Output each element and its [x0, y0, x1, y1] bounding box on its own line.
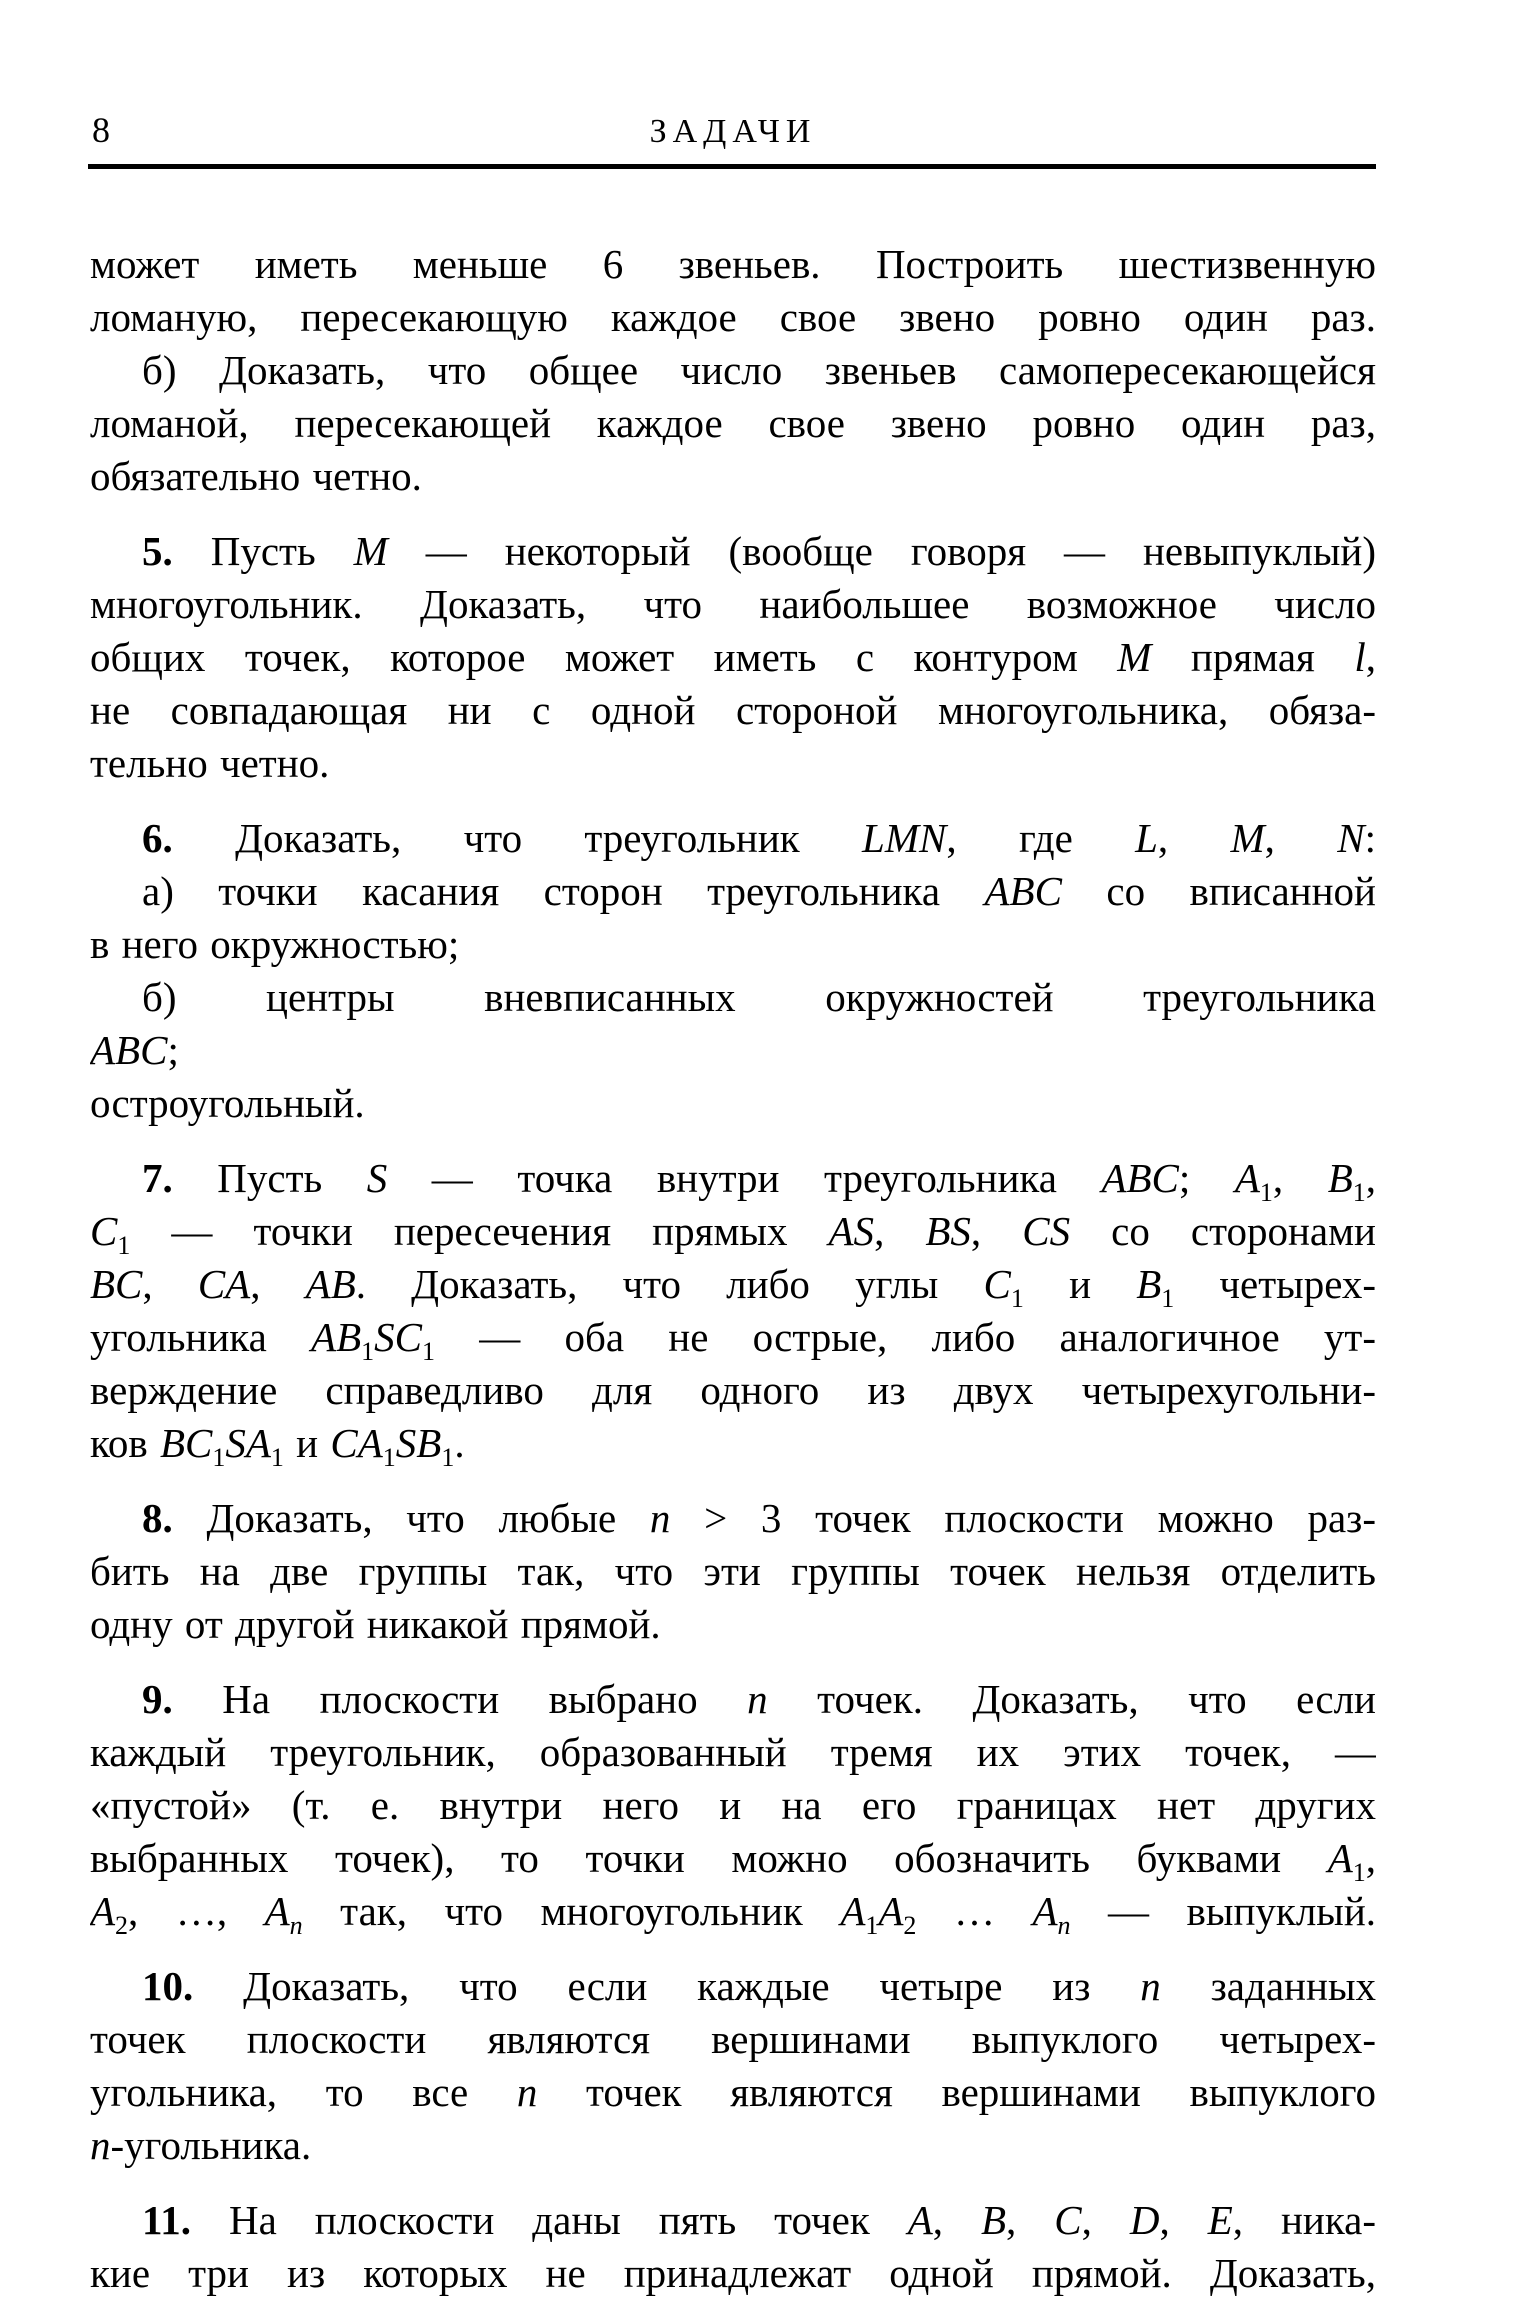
text-line [90, 238, 1376, 291]
paragraph [90, 525, 1376, 790]
math-run: AB [311, 1314, 362, 1360]
math-run: AB [305, 1261, 356, 1307]
text-run: одну от другой никакой прямой. [90, 1601, 661, 1647]
math-run: A [878, 1888, 904, 1934]
text-line [90, 918, 1376, 971]
text-line [90, 1152, 1376, 1205]
text-run: со вписанной [1061, 868, 1376, 914]
math-run: L [1135, 815, 1158, 861]
text-line [90, 1545, 1376, 1598]
math-run: n [649, 1495, 671, 1541]
text-line [90, 397, 1376, 450]
text-run: — некоторый (вообще говоря — невыпуклый) [387, 528, 1376, 574]
math-run: C [1054, 2197, 1082, 2243]
paragraph [90, 1492, 1376, 1651]
math-run: CA [197, 1261, 251, 1307]
text-line [90, 1832, 1376, 1885]
text-line [90, 1492, 1376, 1545]
math-run: BC [159, 1420, 213, 1466]
text-line [90, 525, 1376, 578]
text-run: : [1364, 815, 1376, 861]
text-line [90, 684, 1376, 737]
math-run: 1 [1010, 1284, 1024, 1311]
math-run: CA [330, 1420, 383, 1466]
math-run: M [1117, 634, 1152, 680]
math-run: SC [374, 1314, 422, 1360]
text-line [90, 1077, 1376, 1130]
paragraph [90, 1960, 1376, 2172]
text-run: общих точек, которое может иметь с контуром [90, 634, 1118, 680]
math-run: ABC [90, 1027, 168, 1073]
text-run: верждение справедливо для одного из двух четырехугольни- [90, 1367, 1376, 1413]
math-run: E [1207, 2197, 1233, 2243]
text-line [90, 450, 1376, 503]
problem-number: 7. [142, 1155, 173, 1201]
text-line [90, 1960, 1376, 2013]
paragraph [90, 1673, 1376, 1938]
page-number: 8 [92, 110, 110, 150]
text-line [90, 1258, 1376, 1311]
math-run: B [981, 2197, 1007, 2243]
text-line [90, 865, 1376, 918]
paragraph [90, 1152, 1376, 1470]
math-run: A [90, 1888, 116, 1934]
math-run: n [516, 2069, 538, 2115]
text-run: , [1272, 1155, 1328, 1201]
math-run: A [840, 1888, 866, 1934]
text-run: так, что многоугольник [302, 1888, 841, 1934]
math-run: B [1136, 1261, 1162, 1307]
text-run: каждый треугольник, образованный тремя их этих точек, — [90, 1729, 1376, 1775]
text-line [90, 1311, 1376, 1364]
math-run: C [90, 1208, 118, 1254]
math-run: B [1327, 1155, 1353, 1201]
math-run: 1 [361, 1337, 375, 1364]
math-run: n [1140, 1963, 1161, 2009]
math-run: n [289, 1911, 303, 1938]
text-run: , [1264, 815, 1338, 861]
text-run: ; [1178, 1155, 1235, 1201]
math-run: 1 [1161, 1284, 1175, 1311]
problem-number: 8. [142, 1495, 173, 1541]
text-line [90, 1364, 1376, 1417]
math-run: ABC [1101, 1155, 1179, 1201]
text-run: , [1006, 2197, 1055, 2243]
paragraph [90, 2194, 1376, 2300]
text-run: ломаную, пересекающую каждое свое звено ровно один раз. [90, 294, 1376, 340]
math-run: SB [395, 1420, 442, 1466]
math-run: 1 [270, 1443, 284, 1470]
math-run: C [983, 1261, 1011, 1307]
text-line [90, 344, 1376, 397]
text-run: Доказать, что треугольник [172, 815, 863, 861]
text-run: б) центры вневписанных окружностей треугольника [142, 974, 1376, 1020]
text-run: и [1023, 1261, 1137, 1307]
text-line [90, 1779, 1376, 1832]
text-run: остроугольный. [90, 1080, 365, 1126]
text-run: , [142, 1261, 198, 1307]
text-line [90, 2066, 1376, 2119]
paragraph [90, 238, 1376, 503]
text-run: и [283, 1420, 331, 1466]
text-run: , [250, 1261, 306, 1307]
text-run: . Доказать, что либо углы [355, 1261, 984, 1307]
text-run: , …, [128, 1888, 265, 1934]
math-run: l [1354, 634, 1366, 680]
math-run: S [366, 1155, 388, 1201]
text-run: … [916, 1888, 1033, 1934]
text-line [90, 2119, 1376, 2172]
text-run: , где [946, 815, 1136, 861]
text-line [90, 812, 1376, 865]
math-run: n [90, 2122, 111, 2168]
paragraph [90, 812, 1376, 1130]
math-run: 2 [903, 1911, 917, 1938]
text-run: тельно четно. [90, 740, 330, 786]
text-run: в него окружностью; [90, 921, 460, 967]
math-run: N [1337, 815, 1365, 861]
text-run: четырех- [1174, 1261, 1376, 1307]
math-run: 1 [421, 1337, 435, 1364]
math-run: 1 [1352, 1178, 1366, 1205]
text-run: многоугольник. Доказать, что наибольшее возможное число [90, 581, 1376, 627]
text-run: — точки пересечения прямых [130, 1208, 829, 1254]
text-run: — выпуклый. [1070, 1888, 1376, 1934]
text-line [90, 971, 1376, 1024]
text-run: точек являются вершинами выпуклого [537, 2069, 1376, 2115]
text-line [90, 1417, 1376, 1470]
math-run: 1 [865, 1911, 879, 1938]
problems-text [90, 238, 1376, 2300]
text-run: , [1157, 815, 1231, 861]
text-run: Пусть [172, 528, 354, 574]
text-run: Доказать, что любые [172, 1495, 650, 1541]
math-run: BS [925, 1208, 971, 1254]
text-run: б) Доказать, что общее число звеньев самопересекающейся [142, 347, 1376, 393]
text-line [90, 2013, 1376, 2066]
text-line [90, 2194, 1376, 2247]
math-run: A [1234, 1155, 1260, 1201]
text-line [90, 1598, 1376, 1651]
math-run: 1 [212, 1443, 226, 1470]
text-run: Пусть [172, 1155, 367, 1201]
math-run: n [747, 1676, 768, 1722]
math-run: A [1327, 1835, 1353, 1881]
text-run: а) точки касания сторон треугольника [142, 868, 985, 914]
text-run: ломаной, пересекающей каждое свое звено ровно один раз, [90, 400, 1376, 446]
text-run: , [1081, 2197, 1130, 2243]
text-run: Доказать, что если каждые четыре из [193, 1963, 1141, 2009]
math-run: ABC [984, 868, 1062, 914]
text-run: , [1365, 1835, 1376, 1881]
text-run: , [932, 2197, 981, 2243]
text-run: со сторонами [1070, 1208, 1376, 1254]
text-line [90, 737, 1376, 790]
math-run: M [353, 528, 388, 574]
text-run: — оба не острые, либо аналогичное ут- [434, 1314, 1376, 1360]
text-run: ; [167, 1027, 179, 1073]
math-run: M [1230, 815, 1265, 861]
text-line [90, 631, 1376, 684]
math-run: SA [225, 1420, 271, 1466]
text-run: , ника- [1232, 2197, 1376, 2243]
text-run: . [454, 1420, 465, 1466]
text-run: прямая [1151, 634, 1355, 680]
math-run: LMN [862, 815, 947, 861]
text-run: кие три из которых не принадлежат одной прямой. Доказать, [90, 2250, 1376, 2296]
math-run: CS [1022, 1208, 1071, 1254]
text-run: обязательно четно. [90, 453, 422, 499]
problem-number: 9. [142, 1676, 173, 1722]
text-line [90, 1885, 1376, 1938]
math-run: D [1129, 2197, 1160, 2243]
math-run: 2 [115, 1911, 129, 1938]
text-run: , [970, 1208, 1023, 1254]
text-run: «пустой» (т. е. внутри него и на его границах нет других [90, 1782, 1376, 1828]
text-run: точек плоскости являются вершинами выпуклого четырех- [90, 2016, 1376, 2062]
text-line [90, 578, 1376, 631]
text-line [90, 1024, 1376, 1077]
text-line [90, 291, 1376, 344]
math-run: 1 [441, 1443, 455, 1470]
text-run: — точка внутри треугольника [387, 1155, 1102, 1201]
text-run: , [1159, 2197, 1208, 2243]
math-run: 1 [1352, 1858, 1366, 1885]
text-line [90, 1673, 1376, 1726]
text-run: не совпадающая ни с одной стороной многоугольника, обяза- [90, 687, 1376, 733]
math-run: A [907, 2197, 933, 2243]
text-run: выбранных точек), то точки можно обозначить буквами [90, 1835, 1328, 1881]
math-run: A [264, 1888, 290, 1934]
text-run: точек. Доказать, что если [767, 1676, 1376, 1722]
problem-number: 11. [142, 2197, 191, 2243]
math-run: BC [90, 1261, 143, 1307]
text-run: , [1365, 1155, 1376, 1201]
problem-number: 6. [142, 815, 173, 861]
text-run: бить на две группы так, что эти группы точек нельзя отделить [90, 1548, 1376, 1594]
math-run: A [1032, 1888, 1058, 1934]
text-run: угольника [90, 1314, 312, 1360]
text-run: , [1365, 634, 1376, 680]
header-rule [88, 164, 1376, 169]
text-run: На плоскости даны пять точек [191, 2197, 908, 2243]
math-run: 1 [117, 1231, 131, 1258]
math-run: 1 [382, 1443, 396, 1470]
text-run: угольника, то все [90, 2069, 517, 2115]
running-head-title: ЗАДАЧИ [649, 113, 817, 150]
problem-number: 5. [142, 528, 173, 574]
text-run: ков [90, 1420, 160, 1466]
math-run: n [1057, 1911, 1071, 1938]
text-run: , [874, 1208, 926, 1254]
text-run: может иметь меньше 6 звеньев. Построить шестизвенную [90, 241, 1376, 287]
text-line [90, 1205, 1376, 1258]
text-run: > 3 точек плоскости можно раз- [670, 1495, 1376, 1541]
text-run: На плоскости выбрано [172, 1676, 748, 1722]
math-run: 1 [1259, 1178, 1273, 1205]
text-line [90, 1726, 1376, 1779]
math-run: AS [828, 1208, 875, 1254]
problem-number: 10. [142, 1963, 194, 2009]
text-run: -угольника. [110, 2122, 312, 2168]
text-run: заданных [1160, 1963, 1376, 2009]
text-line [90, 2247, 1376, 2300]
